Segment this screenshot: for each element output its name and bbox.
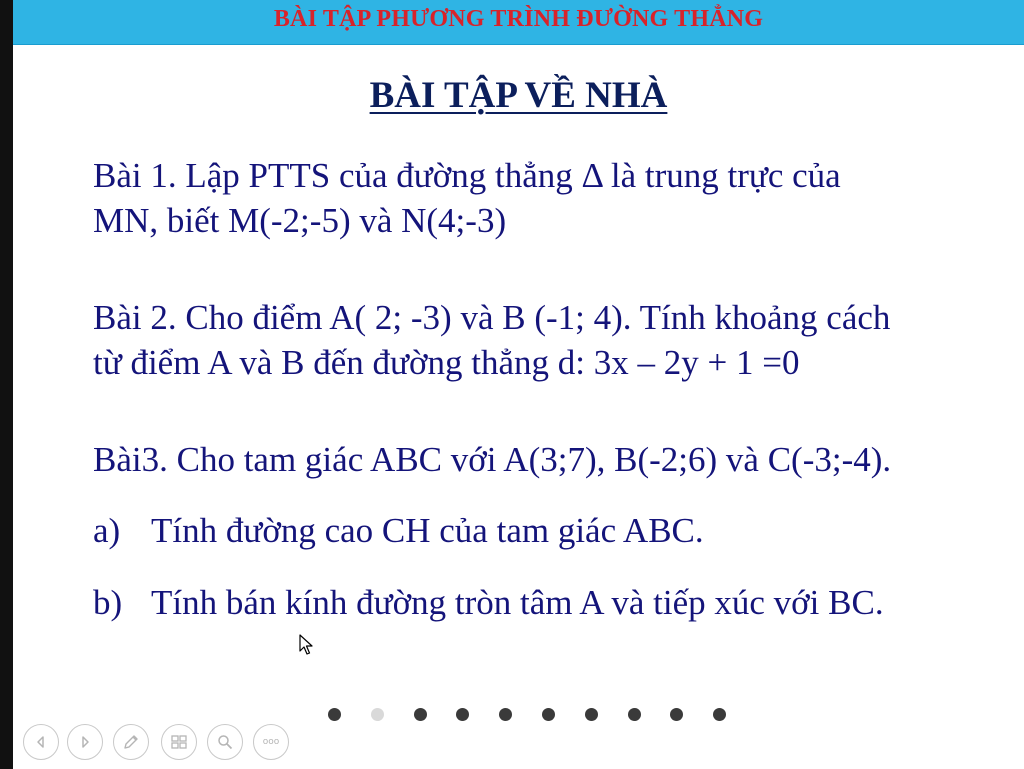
item-b-text: Tính bán kính đường tròn tâm A và tiếp xúc với BC. xyxy=(151,583,884,622)
exercise-3 xyxy=(93,437,1013,482)
exercise-2-line-2: từ điểm A và B đến đường thẳng d: 3x – 2y + 1 =0 xyxy=(93,343,800,382)
presentation-toolbar xyxy=(13,724,333,764)
more-options-button[interactable] xyxy=(253,724,289,760)
pager-dot[interactable] xyxy=(414,708,427,721)
exercise-1-line-2: MN, biết M(-2;-5) và N(4;-3) xyxy=(93,201,507,240)
more-icon: ooo xyxy=(262,737,280,747)
exercise-2-line-1: Bài 2. Cho điểm A( 2; -3) và B (-1; 4). Tính khoảng cách xyxy=(93,298,891,337)
exercise-1 xyxy=(93,153,1013,243)
zoom-icon xyxy=(216,733,234,751)
see-all-slides-button[interactable] xyxy=(161,724,197,760)
pager-dot[interactable] xyxy=(499,708,512,721)
pager-dot[interactable] xyxy=(585,708,598,721)
pager-dot[interactable] xyxy=(713,708,726,721)
exercise-1-line-1: Bài 1. Lập PTTS của đường thẳng Δ là trung trực của xyxy=(93,156,841,195)
slide-pager xyxy=(13,708,1024,722)
pager-dot[interactable] xyxy=(542,708,555,721)
pager-dot[interactable] xyxy=(371,708,384,721)
item-b-label: b) xyxy=(93,583,123,622)
window-left-edge xyxy=(0,0,13,769)
slides-icon xyxy=(170,733,188,751)
slide-heading xyxy=(13,74,1024,117)
pen-icon xyxy=(122,733,140,751)
exercise-3-item-b xyxy=(93,580,1013,625)
previous-slide-button[interactable] xyxy=(23,724,59,760)
item-a-text: Tính đường cao CH của tam giác ABC. xyxy=(151,511,704,550)
previous-icon xyxy=(32,733,50,751)
pager-dot[interactable] xyxy=(456,708,469,721)
banner-title: BÀI TẬP PHƯƠNG TRÌNH ĐƯỜNG THẲNG xyxy=(273,6,764,32)
mouse-cursor-icon xyxy=(299,634,315,656)
pager-dot[interactable] xyxy=(328,708,341,721)
item-a-label: a) xyxy=(93,511,121,550)
exercise-3-item-a xyxy=(93,508,1013,553)
exercise-2 xyxy=(93,295,1013,385)
pen-tool-button[interactable] xyxy=(113,724,149,760)
pager-dot[interactable] xyxy=(628,708,641,721)
pager-dot[interactable] xyxy=(670,708,683,721)
exercise-3-text: Bài3. Cho tam giác ABC với A(3;7), B(-2;6) và C(-3;-4). xyxy=(93,440,892,479)
heading-text: BÀI TẬP VỀ NHÀ xyxy=(369,75,668,116)
next-icon xyxy=(76,733,94,751)
zoom-button[interactable] xyxy=(207,724,243,760)
slide-banner xyxy=(13,0,1024,45)
slide xyxy=(13,0,1024,769)
next-slide-button[interactable] xyxy=(67,724,103,760)
